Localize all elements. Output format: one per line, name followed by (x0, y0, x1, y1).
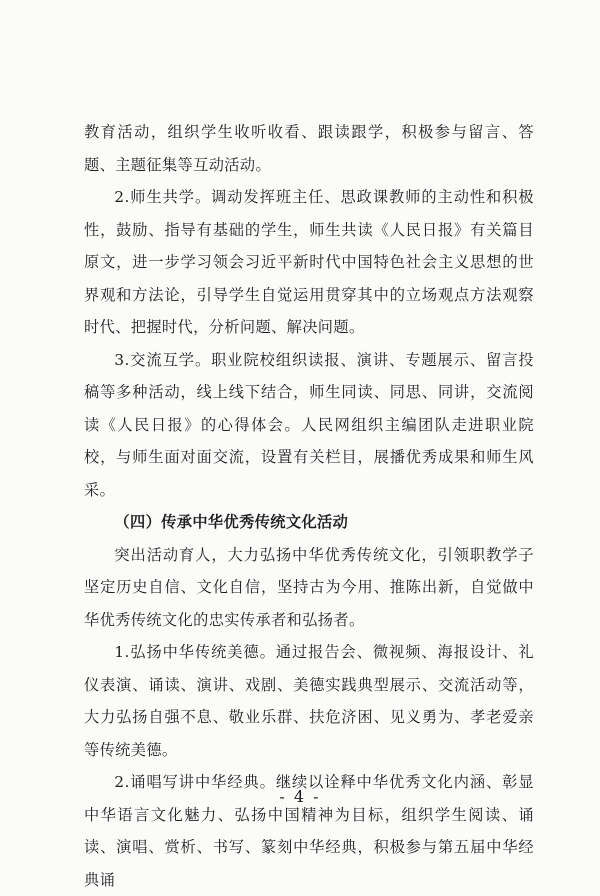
paragraph-classics: 2.诵唱写讲中华经典。继续以诠释中华优秀文化内涵、彰显中华语言文化魅力、弘扬中国精神为目标，组织学生阅读、诵读、演唱、赏析、书写、篆刻中华经典，积极参与第五届中华经典诵 (84, 773, 534, 889)
paragraph-exchange-learning: 3.交流互学。职业院校组织读报、演讲、专题展示、留言投稿等多种活动，线上线下结合，师生同读、同思、同讲，交流阅读《人民日报》的心得体会。人民网组织主编团队走进职业院校，与师生面对面交流，设置有关栏目，展播优秀成果和师生风采。 (84, 350, 534, 499)
paragraph-section-intro: 突出活动育人，大力弘扬中华优秀传统文化，引领职教学子坚定历史自信、文化自信，坚持古为今用、推陈出新，自觉做中华优秀传统文化的忠实传承者和弘扬者。 (84, 545, 534, 629)
paragraph-continuation: 教育活动，组织学生收听收看、跟读跟学，积极参与留言、答题、主题征集等互动活动。 (84, 123, 534, 174)
page-number: - 4 - (279, 787, 321, 806)
paragraph-traditional-virtues: 1.弘扬中华传统美德。通过报告会、微视频、海报设计、礼仪表演、诵读、演讲、戏剧、美德实践典型展示、交流活动等，大力弘扬自强不息、敬业乐群、扶危济困、见义勇为、孝老爱亲等传统美德。 (84, 643, 534, 759)
section-heading: （四）传承中华优秀传统文化活动 (114, 513, 349, 531)
body-text (84, 116, 534, 896)
paragraph-teacher-student-learning: 2.师生共学。调动发挥班主任、思政课教师的主动性和积极性，鼓励、指导有基础的学生，师生共读《人民日报》有关篇目原文，进一步学习领会习近平新时代中国特色社会主义思想的世界观和方法论，引导学生自觉运用贯穿其中的立场观点方法观察时代、把握时代，分析问题、解决问题。 (84, 188, 534, 336)
